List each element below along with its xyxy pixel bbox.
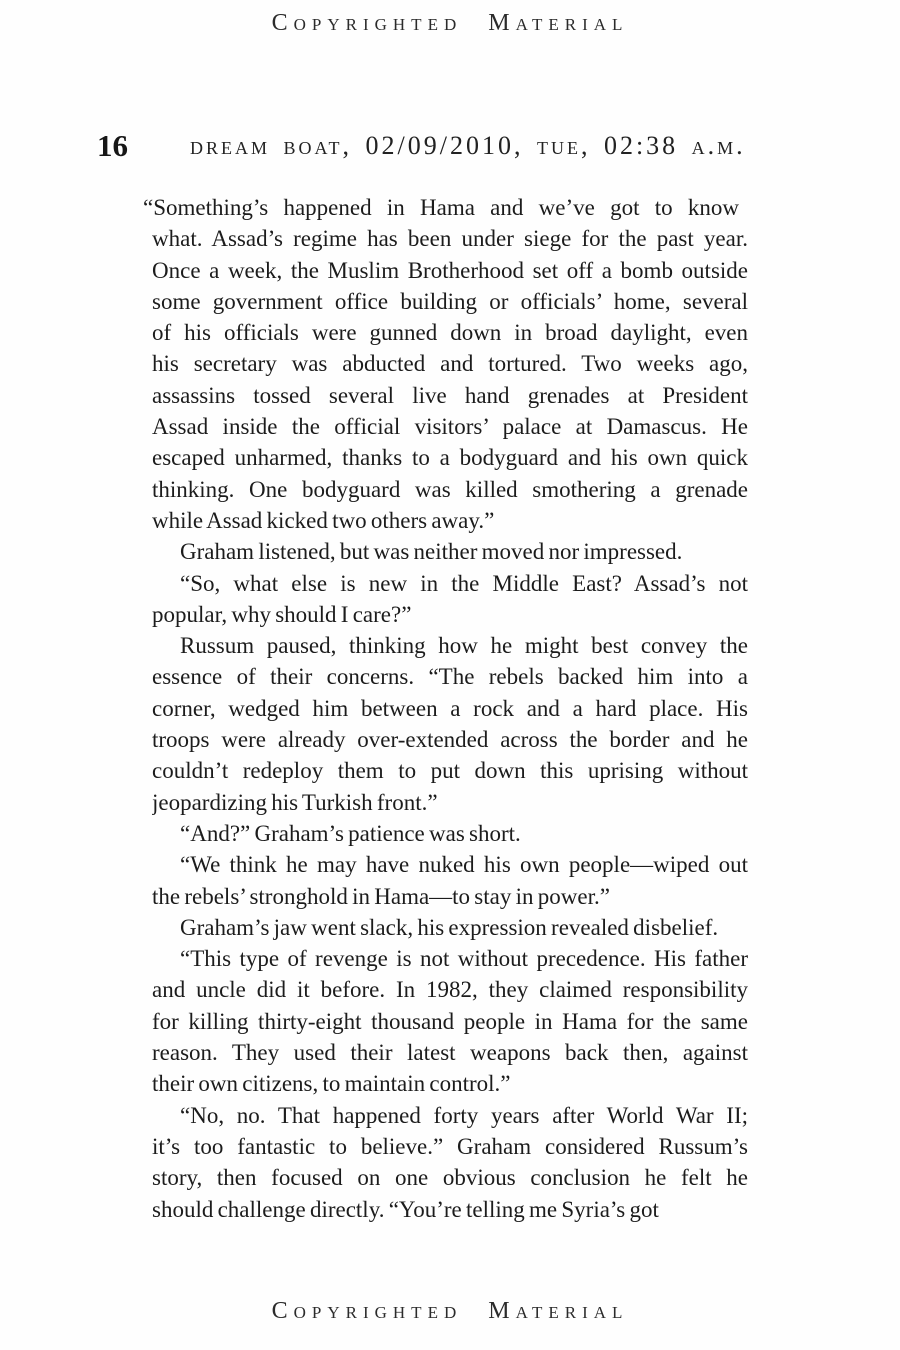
text-line: of his officials were gunned down in broad daylight, even xyxy=(152,320,748,346)
text-line: some government office building or officials’ home, several xyxy=(152,288,748,314)
text-line: the rebels’ stronghold in Hama—to stay in power.” xyxy=(152,883,610,909)
text-line: assassins tossed several live hand grenades at President xyxy=(152,382,748,408)
text-line: “This type of revenge is not without precedence. His father xyxy=(180,946,748,972)
body-text xyxy=(143,192,748,1225)
text-line: jeopardizing his Turkish front.” xyxy=(152,789,438,815)
text-line: troops were already over-extended across the border and he xyxy=(152,727,748,753)
text-line: while Assad kicked two others away.” xyxy=(152,507,495,533)
paragraph xyxy=(152,818,748,849)
paragraph xyxy=(152,1100,748,1225)
text-line: Assad inside the official visitors’ palace at Damascus. He xyxy=(152,414,748,440)
paragraph xyxy=(152,536,748,567)
text-line: for killing thirty-eight thousand people in Hama for the same xyxy=(152,1008,748,1034)
text-line: it’s too fantastic to believe.” Graham considered Russum’s xyxy=(152,1133,748,1159)
text-line: escaped unharmed, thanks to a bodyguard and his own quick xyxy=(152,445,748,471)
text-line: Graham listened, but was neither moved nor impressed. xyxy=(180,539,683,565)
text-line: what. Assad’s regime has been under siege for the past year. xyxy=(152,226,748,252)
text-line: story, then focused on one obvious conclusion he felt he xyxy=(152,1165,748,1191)
paragraph xyxy=(152,849,748,912)
text-line: essence of their concerns. “The rebels backed him into a xyxy=(152,664,748,690)
text-line: Graham’s jaw went slack, his expression revealed disbelief. xyxy=(180,914,719,940)
text-line: “We think he may have nuked his own people—wiped out xyxy=(180,852,748,878)
text-line: Russum paused, thinking how he might best convey the xyxy=(180,633,748,659)
paragraph xyxy=(152,568,748,631)
text-line: and uncle did it before. In 1982, they claimed responsibility xyxy=(152,977,748,1003)
text-line: Once a week, the Muslim Brotherhood set off a bomb outside xyxy=(152,257,748,283)
text-line: couldn’t redeploy them to put down this uprising without xyxy=(152,758,748,784)
chapter-running-title: dream boat, 02/09/2010, tue, 02:38 a.m. xyxy=(190,131,746,160)
text-line: “And?” Graham’s patience was short. xyxy=(180,820,521,846)
paragraph xyxy=(152,630,748,818)
paragraph xyxy=(143,192,748,536)
text-line: “Something’s happened in Hama and we’ve got to know xyxy=(143,195,739,220)
text-line: thinking. One bodyguard was killed smothering a grenade xyxy=(152,476,748,502)
text-line: “No, no. That happened forty years after World War II; xyxy=(180,1102,748,1128)
text-line: “So, what else is new in the Middle East? Assad’s not xyxy=(180,570,748,596)
running-header xyxy=(0,128,900,164)
text-line: their own citizens, to maintain control.” xyxy=(152,1071,511,1097)
page-number: 16 xyxy=(97,128,128,163)
text-line: his secretary was abducted and tortured. Two weeks ago, xyxy=(152,351,748,377)
text-line: should challenge directly. “You’re telling me Syria’s got xyxy=(152,1196,659,1222)
paragraph xyxy=(152,943,748,1099)
paragraph xyxy=(152,912,748,943)
copyright-notice-bottom: Copyrighted Material xyxy=(271,1298,629,1324)
text-line: corner, wedged him between a rock and a hard place. His xyxy=(152,695,748,721)
copyright-notice-top: Copyrighted Material xyxy=(271,10,629,36)
text-line: reason. They used their latest weapons back then, against xyxy=(152,1040,748,1066)
text-line: popular, why should I care?” xyxy=(152,601,412,627)
